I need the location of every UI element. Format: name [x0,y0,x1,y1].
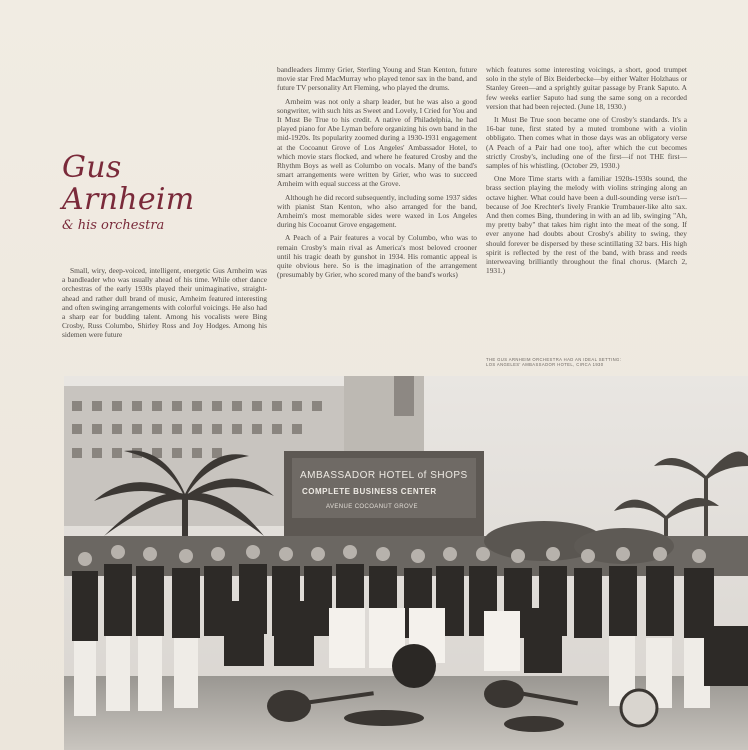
title-line-2: Arnheim [62,182,195,217]
paragraph: One More Time starts with a familiar 1920s-1930s sound, the brass section playing the melody with violins stringing along an octave higher. What could have been a dull-sounding verse isn't—because of Joe Krechter's lively Frankie Trumbauer-like alto sax. And then comes Bing, thundering in with an ad lib, swinging "Ah, my pretty baby" that takes him right into the meat of the song. If ever anyone had doubts about Crosby's ability to swing, they should forever be dispersed by these scintillating 32 bars. His high spirit is reflected by the rest of the band, with brass and reeds interweaving brilliantly throughout the final chorus. (March 2, 1931.) [486,174,687,276]
paragraph: bandleaders Jimmy Grier, Sterling Young and Stan Kenton, future movie star Fred MacMurray who played tenor sax in the band, and future TV personality Art Fleming, who played the drums. [277,65,477,93]
paragraph: Small, wiry, deep-voiced, intelligent, energetic Gus Arnheim was a bandleader who was usually ahead of his time. While other dance orchestras of the early 1930s played their unimaginative, straight-ahead and rather dull brand of music, Arnheim featured interesting and often swinging arrangements with colorful voicings. He also had a sharp ear for budding talent. Among his vocalists were Bing Crosby, Russ Columbo, Shirley Ross and Joy Hodges. Among his sidemen were future [62,266,267,340]
band-photo-illustration [64,376,748,750]
title-block [62,152,262,233]
paragraph: which features some interesting voicings, a short, good trumpet solo in the style of Bix Beiderbecke—by either Walter Holzhaus or Stanley Green—and a sprightly guitar passage by Frank Saputo. A few weeks earlier Saputo had sung the same song on a recorded version that had been rejected. (June 18, 1930.) [486,65,687,111]
title-subtitle: & his orchestra [62,218,165,233]
paragraph: Although he did record subsequently, including some 1937 sides with pianist Stan Kenton, who also arranged for the band, Arnheim's most memorable sides were waxed in Los Angeles during his Cocoanut Grove engagement. [277,192,477,230]
band-photo [64,376,748,750]
text-column-2 [277,65,477,283]
paragraph: A Peach of a Pair features a vocal by Columbo, who was to remain Crosby's main rival as America's most beloved crooner until his tragic death by gunshot in 1934. His romantic appeal is quite obvious here. So is the imagination of the arrangement (presumably by Grier, who scored many of the band's works) [277,233,477,280]
sign-line-1: AMBASSADOR HOTEL of SHOPS [300,470,468,481]
caption-line-1: THE GUS ARNHEIM ORCHESTRA HAD AN IDEAL SETTING: [486,357,622,362]
paragraph: Arnheim was not only a sharp leader, but he was also a good songwriter, with such hits as Sweet and Lovely, I Cried for You and It Must Be True to his credit. A native of Philadelphia, he had played piano for Abe Lyman before organizing his own band in the mid-1920s. Its popularity zoomed during a 1930-1931 engagement at the Cocoanut Grove of Los Angeles' Ambassador Hotel, to which movie stars flocked, and where he featured Crosby and the Rhythm Boys as well as Columbo on vocals. Many of the band's smart arrangements were written by Grier, who was to succeed Arnheim with equal success at the Grove. [277,96,477,189]
sign-line-3: AVENUE COCOANUT GROVE [326,504,418,510]
photo-caption [486,357,686,367]
paragraph: It Must Be True soon became one of Crosby's standards. It's a 16-bar tune, first stated by a muted trombone with a violin obbligato. Then comes what in those days was an obligatory verse (A Peach of a Pair had one too), after which the cut becomes strictly Crosby's, including one of the first—if not THE first—samples of his whistling. (October 29, 1930.) [486,115,687,171]
text-column-1 [62,266,267,344]
sign-line-2: COMPLETE BUSINESS CENTER [302,487,437,496]
text-column-3 [486,65,687,279]
caption-line-2: LOS ANGELES' AMBASSADOR HOTEL, CIRCA 1930 [486,362,604,367]
title-line-1: Gus [62,150,122,185]
